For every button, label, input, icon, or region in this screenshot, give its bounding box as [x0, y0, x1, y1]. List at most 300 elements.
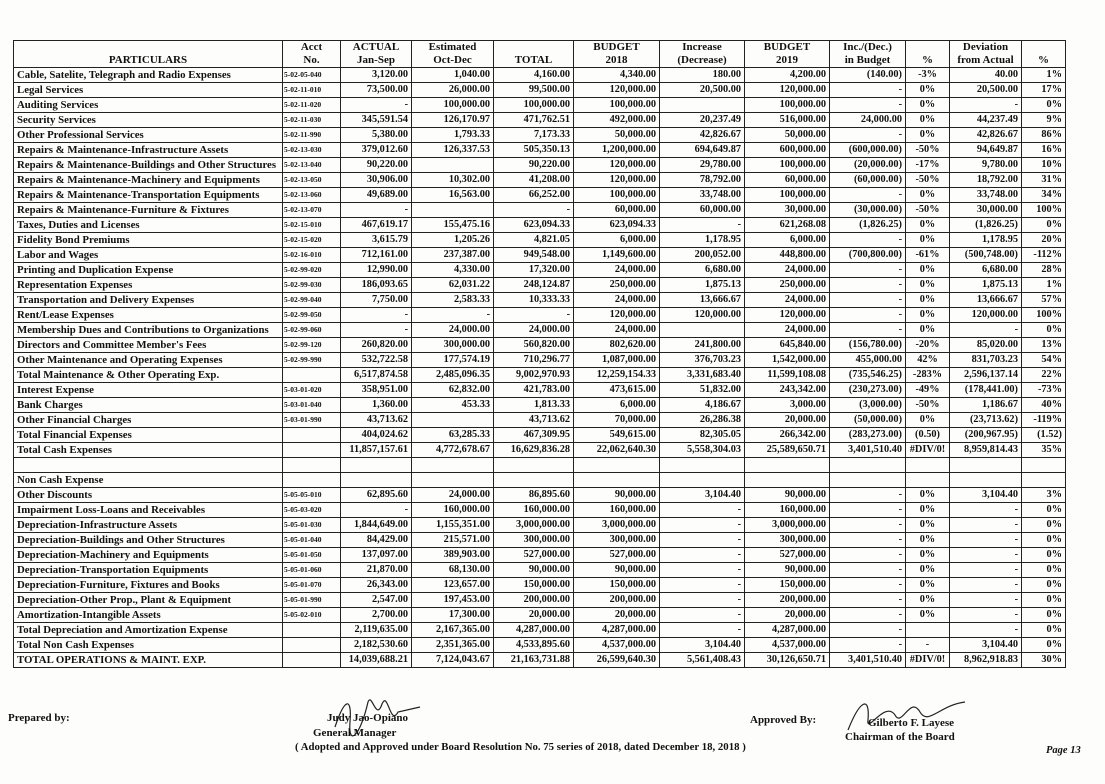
cell-deviation-pct: 0%	[1022, 563, 1066, 578]
cell-increase: 3,331,683.40	[660, 368, 745, 383]
cell-budget-2018: 200,000.00	[574, 593, 660, 608]
cell-acct-no: 5-05-01-030	[283, 518, 341, 533]
cell-acct-no: 5-03-01-020	[283, 383, 341, 398]
cell-inc-dec: (50,000.00)	[830, 413, 906, 428]
cell-acct-no: 5-02-15-010	[283, 218, 341, 233]
cell-budget-2018: 473,615.00	[574, 383, 660, 398]
cell-budget-2018: 120,000.00	[574, 173, 660, 188]
cell-pct: 0%	[906, 128, 950, 143]
cell-pct: #DIV/0!	[906, 653, 950, 668]
table-row	[14, 68, 1066, 83]
cell-deviation-pct: 1%	[1022, 278, 1066, 293]
cell-particulars: Directors and Committee Member's Fees	[14, 338, 283, 353]
cell-acct-no: 5-02-13-060	[283, 188, 341, 203]
cell-actual: 345,591.54	[341, 113, 412, 128]
cell-total: 9,002,970.93	[494, 368, 574, 383]
cell-actual: 358,951.00	[341, 383, 412, 398]
cell-actual: -	[341, 98, 412, 113]
cell-particulars: Printing and Duplication Expense	[14, 263, 283, 278]
cell-increase: 82,305.05	[660, 428, 745, 443]
cell-pct	[906, 458, 950, 473]
cell-particulars: Depreciation-Transportation Equipments	[14, 563, 283, 578]
cell-actual: 379,012.60	[341, 143, 412, 158]
cell-pct: 0%	[906, 293, 950, 308]
table-row	[14, 263, 1066, 278]
cell-deviation-pct: 0%	[1022, 218, 1066, 233]
cell-actual: 467,619.17	[341, 218, 412, 233]
table-row	[14, 368, 1066, 383]
cell-particulars: Rent/Lease Expenses	[14, 308, 283, 323]
footer	[0, 700, 1105, 784]
cell-increase: -	[660, 548, 745, 563]
cell-acct-no: 5-02-11-020	[283, 98, 341, 113]
cell-total: 4,533,895.60	[494, 638, 574, 653]
header-particulars-top	[14, 41, 283, 55]
table-row	[14, 338, 1066, 353]
cell-pct	[906, 473, 950, 488]
cell-total: 90,220.00	[494, 158, 574, 173]
cell-actual: 49,689.00	[341, 188, 412, 203]
table-row	[14, 248, 1066, 263]
cell-acct-no: 5-05-01-050	[283, 548, 341, 563]
cell-total: 90,000.00	[494, 563, 574, 578]
cell-inc-dec: -	[830, 293, 906, 308]
cell-pct: 0%	[906, 278, 950, 293]
cell-budget-2019: 600,000.00	[745, 143, 830, 158]
cell-inc-dec: -	[830, 623, 906, 638]
cell-budget-2019: 200,000.00	[745, 593, 830, 608]
table-row	[14, 413, 1066, 428]
cell-total: 467,309.95	[494, 428, 574, 443]
cell-increase: 60,000.00	[660, 203, 745, 218]
cell-pct: -	[906, 638, 950, 653]
cell-increase: 5,561,408.43	[660, 653, 745, 668]
cell-inc-dec: -	[830, 503, 906, 518]
cell-estimated	[412, 458, 494, 473]
cell-pct: 0%	[906, 83, 950, 98]
cell-estimated: 24,000.00	[412, 323, 494, 338]
cell-acct-no: 5-02-99-060	[283, 323, 341, 338]
header-actual: ACTUAL	[341, 41, 412, 55]
header-deviation: Deviation	[950, 41, 1022, 55]
cell-increase: 4,186.67	[660, 398, 745, 413]
cell-budget-2018: 24,000.00	[574, 263, 660, 278]
cell-particulars: Membership Dues and Contributions to Organizations	[14, 323, 283, 338]
cell-estimated: 123,657.00	[412, 578, 494, 593]
cell-budget-2018: 100,000.00	[574, 98, 660, 113]
cell-particulars	[14, 458, 283, 473]
cell-total: 300,000.00	[494, 533, 574, 548]
cell-estimated: 1,793.33	[412, 128, 494, 143]
cell-increase: 200,052.00	[660, 248, 745, 263]
cell-increase: 120,000.00	[660, 308, 745, 323]
cell-acct-no	[283, 638, 341, 653]
cell-increase: -	[660, 518, 745, 533]
cell-acct-no	[283, 443, 341, 458]
cell-inc-dec: -	[830, 488, 906, 503]
cell-estimated: -	[412, 308, 494, 323]
cell-increase: -	[660, 533, 745, 548]
cell-particulars: Representation Expenses	[14, 278, 283, 293]
cell-particulars: Auditing Services	[14, 98, 283, 113]
cell-deviation: (500,748.00)	[950, 248, 1022, 263]
cell-deviation: -	[950, 578, 1022, 593]
cell-deviation: -	[950, 533, 1022, 548]
cell-pct: 0%	[906, 578, 950, 593]
cell-budget-2019: 4,287,000.00	[745, 623, 830, 638]
cell-budget-2019	[745, 473, 830, 488]
cell-deviation-pct: 0%	[1022, 593, 1066, 608]
cell-deviation: -	[950, 593, 1022, 608]
cell-deviation-pct: 0%	[1022, 623, 1066, 638]
cell-estimated: 16,563.00	[412, 188, 494, 203]
table-row	[14, 503, 1066, 518]
cell-deviation: -	[950, 563, 1022, 578]
table-row	[14, 233, 1066, 248]
cell-total: 100,000.00	[494, 98, 574, 113]
cell-estimated: 177,574.19	[412, 353, 494, 368]
resolution-note: ( Adopted and Approved under Board Resolution No. 75 series of 2018, dated December 18, 2018 )	[295, 741, 746, 753]
cell-total: 4,287,000.00	[494, 623, 574, 638]
cell-inc-dec: -	[830, 308, 906, 323]
cell-deviation: 8,959,814.43	[950, 443, 1022, 458]
table-row	[14, 128, 1066, 143]
cell-total: 949,548.00	[494, 248, 574, 263]
table-row	[14, 638, 1066, 653]
cell-deviation: 9,780.00	[950, 158, 1022, 173]
cell-acct-no: 5-02-05-040	[283, 68, 341, 83]
cell-increase: -	[660, 503, 745, 518]
cell-acct-no	[283, 428, 341, 443]
table-row	[14, 518, 1066, 533]
cell-actual: 2,182,530.60	[341, 638, 412, 653]
cell-estimated: 300,000.00	[412, 338, 494, 353]
cell-particulars: Interest Expense	[14, 383, 283, 398]
cell-deviation-pct: 22%	[1022, 368, 1066, 383]
cell-actual: 5,380.00	[341, 128, 412, 143]
cell-budget-2019: 527,000.00	[745, 548, 830, 563]
cell-increase: -	[660, 608, 745, 623]
cell-budget-2019: 243,342.00	[745, 383, 830, 398]
cell-pct: 0%	[906, 608, 950, 623]
cell-budget-2018: 20,000.00	[574, 608, 660, 623]
cell-deviation: -	[950, 518, 1022, 533]
cell-total: 24,000.00	[494, 323, 574, 338]
cell-estimated: 24,000.00	[412, 488, 494, 503]
cell-particulars: Impairment Loss-Loans and Receivables	[14, 503, 283, 518]
cell-actual: -	[341, 323, 412, 338]
cell-pct: 0%	[906, 308, 950, 323]
cell-estimated	[412, 158, 494, 173]
header-actual-period: Jan-Sep	[341, 54, 412, 68]
cell-budget-2018: 802,620.00	[574, 338, 660, 353]
cell-deviation-pct: 0%	[1022, 518, 1066, 533]
cell-deviation: -	[950, 503, 1022, 518]
cell-actual: 404,024.62	[341, 428, 412, 443]
cell-estimated: 100,000.00	[412, 98, 494, 113]
cell-deviation: 3,104.40	[950, 638, 1022, 653]
cell-deviation-pct: -112%	[1022, 248, 1066, 263]
cell-budget-2019: 250,000.00	[745, 278, 830, 293]
cell-total: 710,296.77	[494, 353, 574, 368]
cell-inc-dec: (283,273.00)	[830, 428, 906, 443]
header-pct-top	[906, 41, 950, 55]
cell-budget-2019: 621,268.08	[745, 218, 830, 233]
cell-budget-2019: 30,126,650.71	[745, 653, 830, 668]
budget-table	[13, 40, 1066, 668]
cell-particulars: Cable, Satelite, Telegraph and Radio Expenses	[14, 68, 283, 83]
cell-acct-no: 5-02-99-030	[283, 278, 341, 293]
cell-pct: -50%	[906, 173, 950, 188]
cell-particulars: Total Depreciation and Amortization Expense	[14, 623, 283, 638]
table-row	[14, 533, 1066, 548]
cell-budget-2018: 120,000.00	[574, 308, 660, 323]
cell-budget-2019: 150,000.00	[745, 578, 830, 593]
cell-acct-no: 5-02-11-030	[283, 113, 341, 128]
cell-estimated	[412, 473, 494, 488]
cell-actual: 6,517,874.58	[341, 368, 412, 383]
cell-budget-2019: 516,000.00	[745, 113, 830, 128]
cell-deviation: 42,826.67	[950, 128, 1022, 143]
header-inc-dec: Inc./(Dec.)	[830, 41, 906, 55]
cell-particulars: Security Services	[14, 113, 283, 128]
header-total: TOTAL	[494, 54, 574, 68]
table-row	[14, 143, 1066, 158]
cell-acct-no: 5-02-11-990	[283, 128, 341, 143]
cell-total: 471,762.51	[494, 113, 574, 128]
cell-actual: 7,750.00	[341, 293, 412, 308]
cell-increase: 20,237.49	[660, 113, 745, 128]
cell-inc-dec: (60,000.00)	[830, 173, 906, 188]
cell-deviation: 120,000.00	[950, 308, 1022, 323]
cell-inc-dec: (20,000.00)	[830, 158, 906, 173]
cell-pct: 0%	[906, 323, 950, 338]
cell-pct: 0%	[906, 533, 950, 548]
cell-increase: 3,104.40	[660, 638, 745, 653]
cell-increase: 694,649.87	[660, 143, 745, 158]
header-pct: %	[906, 54, 950, 68]
cell-particulars: Legal Services	[14, 83, 283, 98]
cell-deviation	[950, 458, 1022, 473]
header-estimated: Estimated	[412, 41, 494, 55]
cell-estimated: 62,832.00	[412, 383, 494, 398]
cell-deviation-pct: 100%	[1022, 308, 1066, 323]
cell-inc-dec: (600,000.00)	[830, 143, 906, 158]
cell-actual	[341, 458, 412, 473]
cell-acct-no: 5-02-99-050	[283, 308, 341, 323]
cell-deviation: 40.00	[950, 68, 1022, 83]
cell-increase	[660, 98, 745, 113]
cell-deviation: -	[950, 323, 1022, 338]
cell-actual: 532,722.58	[341, 353, 412, 368]
cell-deviation: (178,441.00)	[950, 383, 1022, 398]
table-body	[14, 68, 1066, 668]
cell-actual: 2,547.00	[341, 593, 412, 608]
table-row	[14, 398, 1066, 413]
cell-deviation-pct: -119%	[1022, 413, 1066, 428]
table-row	[14, 608, 1066, 623]
cell-total: 150,000.00	[494, 578, 574, 593]
cell-budget-2018: 1,087,000.00	[574, 353, 660, 368]
cell-budget-2018: 26,599,640.30	[574, 653, 660, 668]
cell-budget-2019: 3,000,000.00	[745, 518, 830, 533]
cell-actual: 186,093.65	[341, 278, 412, 293]
cell-actual: 712,161.00	[341, 248, 412, 263]
cell-inc-dec: 3,401,510.40	[830, 653, 906, 668]
cell-increase: -	[660, 578, 745, 593]
cell-budget-2018: 150,000.00	[574, 578, 660, 593]
cell-deviation: -	[950, 608, 1022, 623]
cell-actual: 12,990.00	[341, 263, 412, 278]
cell-pct: 0%	[906, 233, 950, 248]
header-in-budget: in Budget	[830, 54, 906, 68]
cell-deviation: 2,596,137.14	[950, 368, 1022, 383]
cell-pct: 0%	[906, 218, 950, 233]
cell-particulars: Transportation and Delivery Expenses	[14, 293, 283, 308]
cell-budget-2018: 4,537,000.00	[574, 638, 660, 653]
cell-deviation-pct: 0%	[1022, 98, 1066, 113]
cell-budget-2019: 24,000.00	[745, 323, 830, 338]
cell-estimated: 26,000.00	[412, 83, 494, 98]
cell-inc-dec: (3,000.00)	[830, 398, 906, 413]
cell-pct: 42%	[906, 353, 950, 368]
cell-budget-2018: 4,287,000.00	[574, 623, 660, 638]
table-row	[14, 473, 1066, 488]
cell-budget-2019: 20,000.00	[745, 608, 830, 623]
cell-budget-2018: 50,000.00	[574, 128, 660, 143]
cell-acct-no: 5-05-01-070	[283, 578, 341, 593]
page-number: Page 13	[1046, 745, 1081, 756]
cell-inc-dec: -	[830, 233, 906, 248]
cell-particulars: Other Discounts	[14, 488, 283, 503]
cell-estimated: 160,000.00	[412, 503, 494, 518]
cell-total: 248,124.87	[494, 278, 574, 293]
cell-acct-no	[283, 458, 341, 473]
cell-actual: 21,870.00	[341, 563, 412, 578]
cell-acct-no: 5-02-13-030	[283, 143, 341, 158]
table-row	[14, 443, 1066, 458]
cell-increase: 20,500.00	[660, 83, 745, 98]
cell-particulars: Other Maintenance and Operating Expenses	[14, 353, 283, 368]
cell-estimated: 453.33	[412, 398, 494, 413]
cell-budget-2018: 527,000.00	[574, 548, 660, 563]
cell-estimated: 2,583.33	[412, 293, 494, 308]
cell-deviation-pct: 10%	[1022, 158, 1066, 173]
cell-budget-2018: 120,000.00	[574, 83, 660, 98]
header-increase: Increase	[660, 41, 745, 55]
cell-deviation-pct: 0%	[1022, 503, 1066, 518]
cell-pct: 0%	[906, 488, 950, 503]
cell-total: 20,000.00	[494, 608, 574, 623]
header-pct2: %	[1022, 54, 1066, 68]
cell-actual: -	[341, 308, 412, 323]
cell-pct: -50%	[906, 143, 950, 158]
cell-increase: 42,826.67	[660, 128, 745, 143]
cell-estimated: 1,040.00	[412, 68, 494, 83]
cell-increase: 5,558,304.03	[660, 443, 745, 458]
cell-deviation-pct: 57%	[1022, 293, 1066, 308]
cell-budget-2018: 160,000.00	[574, 503, 660, 518]
cell-budget-2018: 492,000.00	[574, 113, 660, 128]
cell-deviation-pct: -73%	[1022, 383, 1066, 398]
cell-acct-no: 5-02-13-050	[283, 173, 341, 188]
cell-acct-no	[283, 368, 341, 383]
table-row	[14, 548, 1066, 563]
cell-total: 10,333.33	[494, 293, 574, 308]
cell-actual: 84,429.00	[341, 533, 412, 548]
cell-deviation-pct: 3%	[1022, 488, 1066, 503]
cell-budget-2019: 60,000.00	[745, 173, 830, 188]
cell-actual: 2,119,635.00	[341, 623, 412, 638]
cell-inc-dec: 3,401,510.40	[830, 443, 906, 458]
cell-inc-dec: -	[830, 638, 906, 653]
cell-pct: #DIV/0!	[906, 443, 950, 458]
cell-deviation-pct: 16%	[1022, 143, 1066, 158]
cell-pct: 0%	[906, 563, 950, 578]
table-row	[14, 623, 1066, 638]
cell-increase: 51,832.00	[660, 383, 745, 398]
table-row	[14, 653, 1066, 668]
cell-actual: 1,844,649.00	[341, 518, 412, 533]
cell-total: -	[494, 308, 574, 323]
cell-deviation: -	[950, 623, 1022, 638]
cell-inc-dec: -	[830, 98, 906, 113]
cell-inc-dec: 24,000.00	[830, 113, 906, 128]
cell-budget-2018: 100,000.00	[574, 188, 660, 203]
cell-budget-2018: 1,149,600.00	[574, 248, 660, 263]
table-row	[14, 458, 1066, 473]
cell-deviation-pct: 9%	[1022, 113, 1066, 128]
cell-particulars: TOTAL OPERATIONS & MAINT. EXP.	[14, 653, 283, 668]
table-row	[14, 323, 1066, 338]
cell-deviation-pct: 17%	[1022, 83, 1066, 98]
cell-total: 21,163,731.88	[494, 653, 574, 668]
cell-deviation: (1,826.25)	[950, 218, 1022, 233]
cell-particulars: Repairs & Maintenance-Buildings and Other Structures	[14, 158, 283, 173]
cell-acct-no: 5-05-03-020	[283, 503, 341, 518]
cell-acct-no: 5-02-99-020	[283, 263, 341, 278]
cell-particulars: Taxes, Duties and Licenses	[14, 218, 283, 233]
cell-increase: 13,666.67	[660, 293, 745, 308]
cell-acct-no: 5-03-01-990	[283, 413, 341, 428]
cell-deviation: (200,967.95)	[950, 428, 1022, 443]
cell-inc-dec: (30,000.00)	[830, 203, 906, 218]
cell-deviation: 85,020.00	[950, 338, 1022, 353]
cell-deviation-pct: 31%	[1022, 173, 1066, 188]
cell-deviation: 1,178.95	[950, 233, 1022, 248]
cell-deviation: 831,703.23	[950, 353, 1022, 368]
cell-acct-no: 5-05-01-990	[283, 593, 341, 608]
cell-inc-dec: (1,826.25)	[830, 218, 906, 233]
cell-deviation: (23,713.62)	[950, 413, 1022, 428]
cell-particulars: Total Non Cash Expenses	[14, 638, 283, 653]
cell-budget-2019: 24,000.00	[745, 263, 830, 278]
cell-particulars: Repairs & Maintenance-Transportation Equipments	[14, 188, 283, 203]
table-row	[14, 593, 1066, 608]
cell-inc-dec: -	[830, 278, 906, 293]
cell-acct-no: 5-02-99-120	[283, 338, 341, 353]
cell-budget-2019: 266,342.00	[745, 428, 830, 443]
cell-deviation: 13,666.67	[950, 293, 1022, 308]
cell-budget-2019: 90,000.00	[745, 488, 830, 503]
cell-particulars: Labor and Wages	[14, 248, 283, 263]
cell-total: 527,000.00	[494, 548, 574, 563]
cell-budget-2018: 1,200,000.00	[574, 143, 660, 158]
cell-estimated: 63,285.33	[412, 428, 494, 443]
cell-budget-2019: 11,599,108.08	[745, 368, 830, 383]
cell-actual: 260,820.00	[341, 338, 412, 353]
cell-inc-dec: -	[830, 548, 906, 563]
